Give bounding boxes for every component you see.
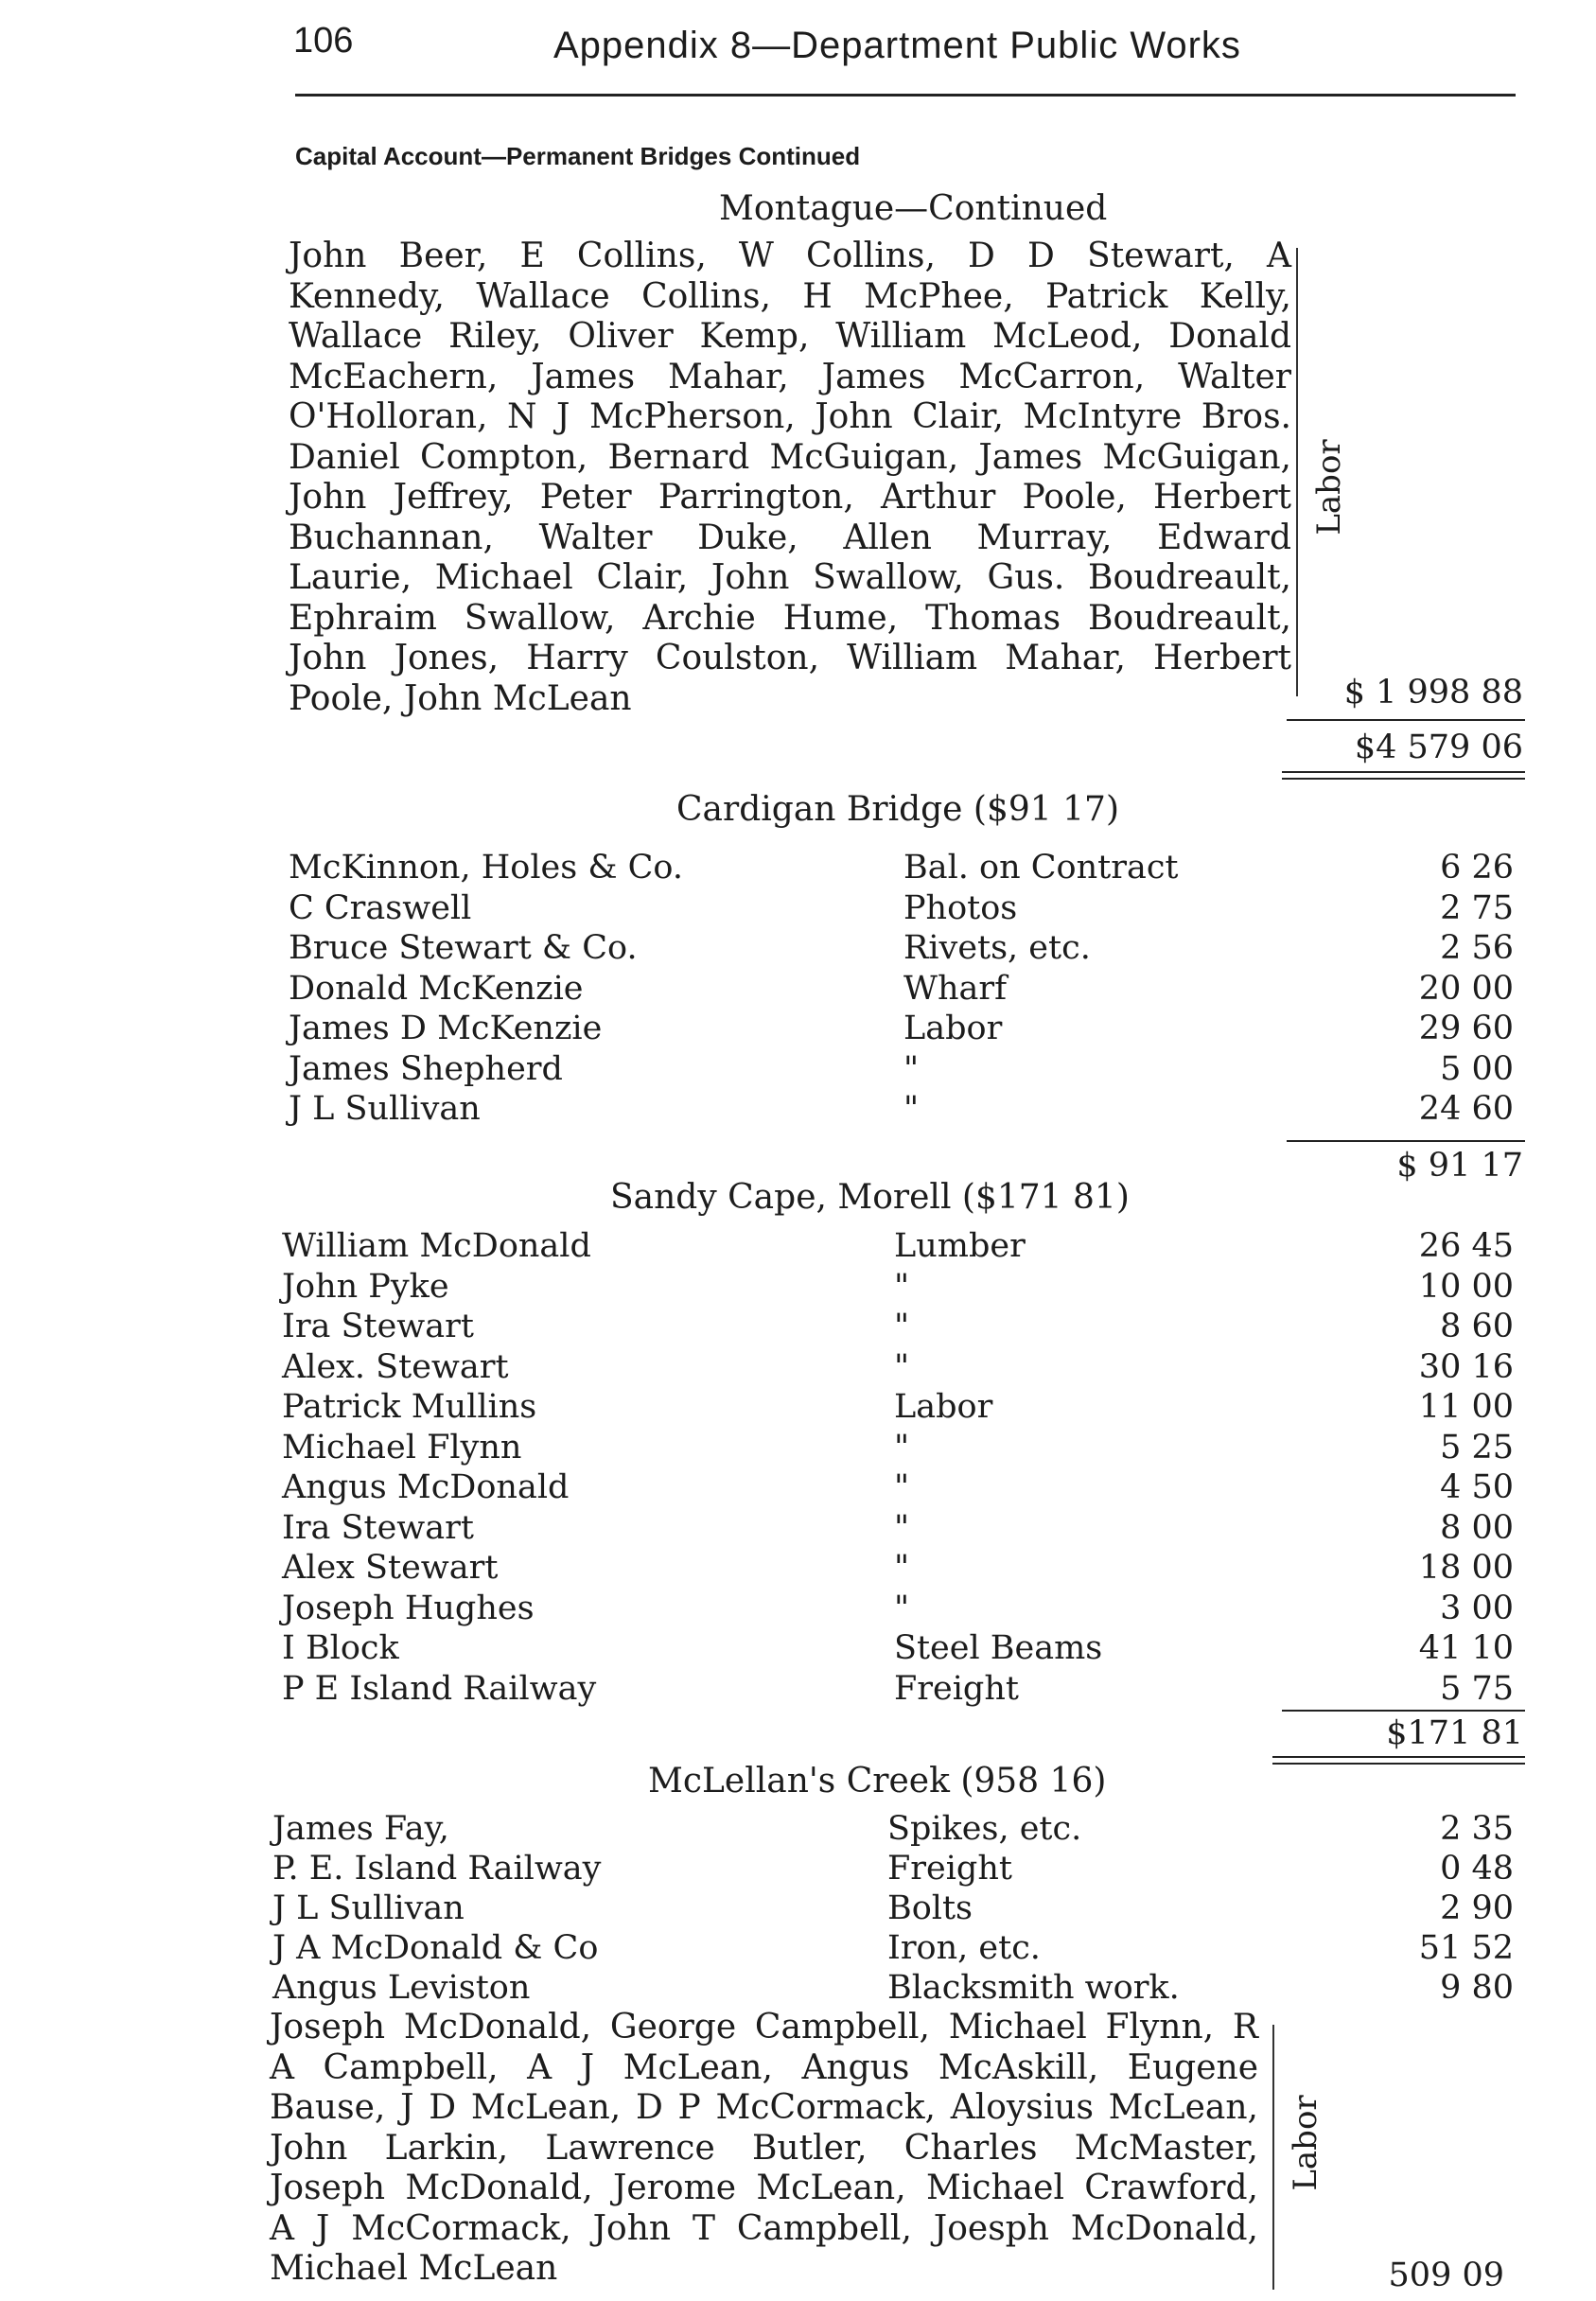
payment-item: " — [894, 1428, 910, 1467]
montague-heading: Montague—Continued — [719, 189, 1108, 228]
payment-item: Labor — [894, 1388, 993, 1426]
page-number: 106 — [293, 21, 354, 61]
payment-item: Rivets, etc. — [903, 929, 1091, 967]
payment-item: Freight — [887, 1850, 1012, 1888]
mclellan-labor-names — [270, 2008, 1258, 2290]
payee-name: Ira Stewart — [282, 1508, 474, 1547]
payment-amount: 41 10 — [1418, 1629, 1514, 1667]
name-line: Buchannan, Walter Duke, Allen Murray, Edward — [289, 518, 1291, 557]
mclellan-heading: McLellan's Creek (958 16) — [648, 1762, 1107, 1800]
name-line: Ephraim Swallow, Archie Hume, Thomas Boudreault, — [289, 598, 1291, 638]
payment-amount: 2 35 — [1440, 1810, 1514, 1848]
payment-item: Bolts — [887, 1889, 973, 1927]
name-line: Wallace Riley, Oliver Kemp, William McLeod, Donald — [289, 317, 1291, 356]
ledger-row — [282, 1268, 1514, 1308]
header-rule — [295, 94, 1516, 97]
ledger-row — [282, 1429, 1514, 1468]
payee-name: Michael Flynn — [282, 1428, 522, 1467]
name-line: Kennedy, Wallace Collins, H McPhee, Patrick Kelly, — [289, 276, 1291, 316]
payment-amount: 5 00 — [1440, 1049, 1514, 1088]
payment-amount: 2 75 — [1440, 888, 1514, 927]
payee-name: J L Sullivan — [272, 1889, 465, 1927]
cardigan-rule — [1287, 1140, 1525, 1142]
mclellan-labor-amount: 509 09 — [1388, 2257, 1504, 2294]
payment-item: Spikes, etc. — [887, 1810, 1082, 1848]
payment-amount: 11 00 — [1418, 1388, 1514, 1426]
ledger-row — [282, 1509, 1514, 1549]
ledger-row — [289, 1090, 1514, 1130]
name-line: A J McCormack, John T Campbell, Joesph McDonald, — [270, 2208, 1258, 2248]
payee-name: J A McDonald & Co — [272, 1929, 599, 1967]
name-line: Poole, John McLean — [289, 678, 632, 718]
sandy-cape-total: $171 81 — [1386, 1714, 1523, 1752]
payee-name: William McDonald — [282, 1227, 591, 1265]
name-line: John Jeffrey, Peter Parrington, Arthur Poole, Herbert — [289, 478, 1291, 517]
payment-item: Blacksmith work. — [887, 1969, 1180, 2007]
ledger-row — [272, 1929, 1514, 1969]
payment-amount: 2 56 — [1440, 929, 1514, 967]
mclellan-brace — [1272, 2025, 1274, 2290]
ledger-row — [282, 1308, 1514, 1347]
payment-amount: 0 48 — [1440, 1850, 1514, 1888]
payment-item: " — [894, 1508, 910, 1547]
name-line: Michael McLean — [270, 2249, 558, 2288]
sandy-cape-rule-double-2 — [1272, 1763, 1525, 1765]
payment-item: " — [894, 1347, 910, 1386]
payee-name: Alex Stewart — [282, 1549, 499, 1587]
ledger-row — [282, 1388, 1514, 1428]
name-line: Joseph McDonald, George Campbell, Michael Flynn, R — [270, 2008, 1258, 2046]
ledger-row — [272, 1850, 1514, 1889]
payee-name: Angus Leviston — [272, 1969, 531, 2007]
payment-amount: 6 26 — [1440, 849, 1514, 887]
payment-item: Labor — [903, 1010, 1003, 1047]
payment-amount: 3 00 — [1440, 1589, 1514, 1627]
section-title: Capital Account—Permanent Bridges Continued — [295, 142, 861, 170]
payment-amount: 4 50 — [1440, 1468, 1514, 1506]
name-line: O'Holloran, N J McPherson, John Clair, McIntyre Bros. — [289, 397, 1291, 436]
payee-name: James Shepherd — [289, 1049, 563, 1088]
payee-name: J L Sullivan — [289, 1090, 481, 1128]
montague-labor-amount: $ 1 998 88 — [1343, 674, 1523, 711]
montague-total: $4 579 06 — [1354, 729, 1523, 766]
cardigan-total: $ 91 17 — [1396, 1147, 1523, 1185]
payment-item: Steel Beams — [894, 1629, 1103, 1667]
ledger-row — [282, 1227, 1514, 1267]
payment-amount: 5 75 — [1440, 1669, 1514, 1708]
ledger-row — [282, 1549, 1514, 1589]
payment-amount: 30 16 — [1418, 1347, 1514, 1386]
payment-amount: 8 00 — [1440, 1508, 1514, 1547]
name-line: Bause, J D McLean, D P McCormack, Aloysius McLean, — [270, 2088, 1258, 2127]
ledger-row — [289, 1050, 1514, 1090]
name-line: Laurie, Michael Clair, John Swallow, Gus. Boudreault, — [289, 558, 1291, 597]
ledger-row — [272, 1810, 1514, 1850]
payment-item: " — [903, 1049, 920, 1088]
ledger-row — [289, 889, 1514, 929]
mclellan-labor-label: Labor — [1287, 2095, 1324, 2191]
payment-item: " — [903, 1090, 920, 1128]
payment-item: " — [894, 1468, 910, 1506]
payment-amount: 26 45 — [1418, 1227, 1514, 1265]
payment-item: " — [894, 1589, 910, 1627]
ledger-row — [282, 1348, 1514, 1388]
payment-item: Photos — [903, 888, 1018, 927]
payee-name: Bruce Stewart & Co. — [289, 929, 638, 967]
payee-name: Alex. Stewart — [282, 1347, 509, 1386]
payment-item: Wharf — [903, 969, 1008, 1008]
payee-name: Patrick Mullins — [282, 1388, 537, 1426]
page-title: Appendix 8—Department Public Works — [553, 25, 1241, 66]
name-line: Daniel Compton, Bernard McGuigan, James McGuigan, — [289, 437, 1291, 477]
montague-labor-label: Labor — [1310, 439, 1348, 536]
ledger-row — [289, 849, 1514, 888]
name-line: Joseph McDonald, Jerome McLean, Michael Crawford, — [270, 2169, 1258, 2207]
payee-name: James D McKenzie — [289, 1010, 603, 1047]
montague-labor-names — [289, 237, 1291, 719]
payment-item: Iron, etc. — [887, 1929, 1041, 1967]
ledger-row — [282, 1670, 1514, 1710]
payee-name: Joseph Hughes — [282, 1589, 535, 1627]
payee-name: C Craswell — [289, 888, 472, 927]
payment-amount: 5 25 — [1440, 1428, 1514, 1467]
ledger-row — [289, 929, 1514, 969]
payee-name: Angus McDonald — [282, 1468, 570, 1506]
name-line: McEachern, James Mahar, James McCarron, Walter — [289, 357, 1291, 396]
payment-amount: 8 60 — [1440, 1308, 1514, 1345]
payment-item: Freight — [894, 1669, 1019, 1708]
montague-rule-double-2 — [1282, 778, 1525, 780]
payment-amount: 51 52 — [1418, 1929, 1514, 1967]
page-header — [293, 21, 1523, 97]
ledger-row — [289, 970, 1514, 1010]
payment-amount: 29 60 — [1418, 1010, 1514, 1047]
cardigan-heading: Cardigan Bridge ($91 17) — [676, 790, 1119, 829]
payee-name: James Fay, — [272, 1810, 449, 1848]
montague-brace — [1296, 248, 1298, 696]
name-line: A Campbell, A J McLean, Angus McAskill, Eugene — [270, 2047, 1258, 2087]
ledger-row — [282, 1468, 1514, 1508]
payment-amount: 20 00 — [1418, 969, 1514, 1008]
payee-name: P. E. Island Railway — [272, 1850, 602, 1888]
sandy-cape-heading: Sandy Cape, Morell ($171 81) — [610, 1178, 1130, 1217]
montague-rule-double-1 — [1282, 771, 1525, 773]
payment-amount: 10 00 — [1418, 1267, 1514, 1306]
name-line: John Beer, E Collins, W Collins, D D Stewart, A — [289, 237, 1291, 275]
payment-item: " — [894, 1267, 910, 1306]
payment-item: " — [894, 1308, 910, 1345]
ledger-row — [272, 1889, 1514, 1929]
ledger-row — [282, 1629, 1514, 1669]
ledger-row — [272, 1969, 1514, 2009]
payment-amount: 2 90 — [1440, 1889, 1514, 1927]
payee-name: I Block — [282, 1629, 399, 1667]
name-line: John Larkin, Lawrence Butler, Charles McMaster, — [270, 2128, 1258, 2168]
name-line: John Jones, Harry Coulston, William Mahar, Herbert — [289, 639, 1291, 677]
sandy-cape-rule-double-1 — [1272, 1756, 1525, 1758]
montague-rule — [1287, 719, 1525, 721]
payment-amount: 24 60 — [1418, 1090, 1514, 1128]
payee-name: Ira Stewart — [282, 1308, 474, 1345]
ledger-row — [282, 1590, 1514, 1629]
payee-name: P E Island Railway — [282, 1669, 597, 1708]
payee-name: Donald McKenzie — [289, 969, 584, 1008]
payment-item: " — [894, 1549, 910, 1587]
payment-amount: 9 80 — [1440, 1969, 1514, 2007]
ledger-row — [289, 1010, 1514, 1049]
payment-amount: 18 00 — [1418, 1549, 1514, 1587]
payment-item: Bal. on Contract — [903, 849, 1179, 887]
payee-name: John Pyke — [282, 1267, 449, 1306]
payee-name: McKinnon, Holes & Co. — [289, 849, 683, 887]
sandy-cape-rule — [1282, 1710, 1525, 1712]
payment-item: Lumber — [894, 1227, 1026, 1265]
